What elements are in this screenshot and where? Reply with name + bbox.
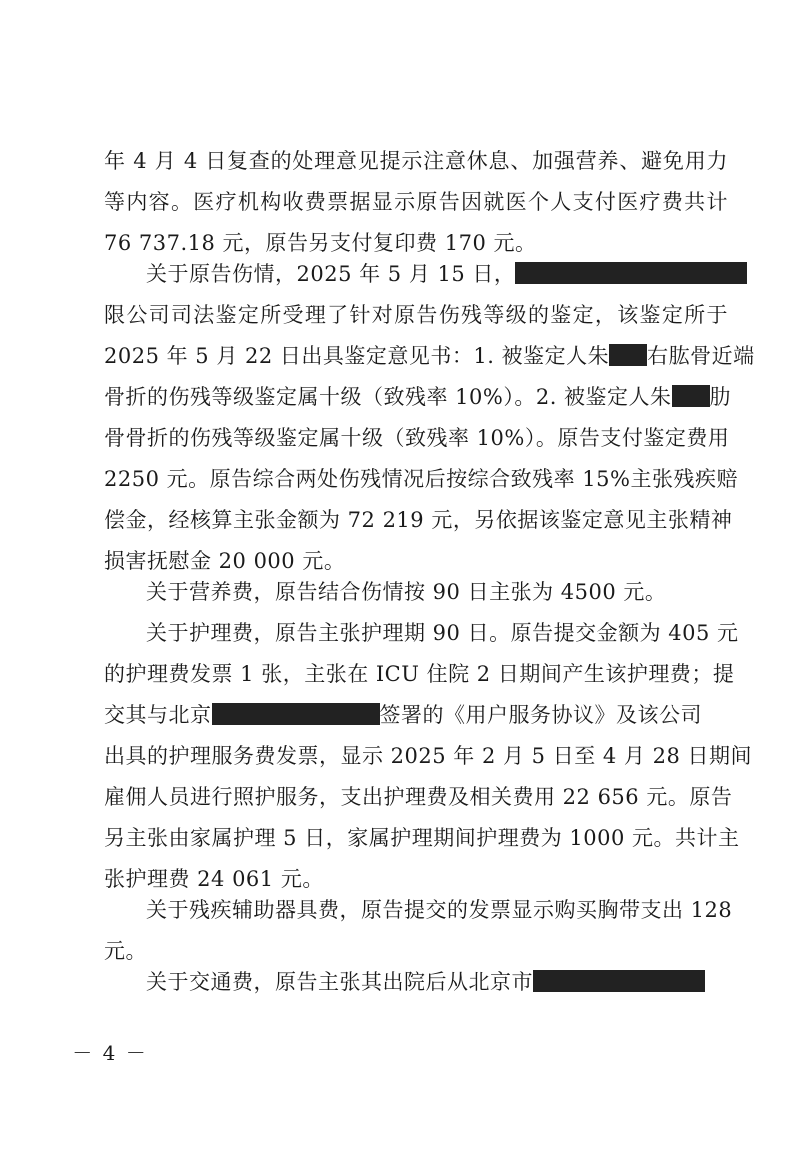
text-line: 偿金，经核算主张金额为 72 219 元，另依据该鉴定意见主张精神 <box>104 508 733 532</box>
text-line: 骨骨折的伤残等级鉴定属十级（致残率 10%）。原告支付鉴定费用 <box>104 426 730 450</box>
text-line <box>104 382 732 412</box>
text-line <box>146 259 728 289</box>
text-line: 关于护理费，原告主张护理期 90 日。原告提交金额为 405 元 <box>146 621 739 645</box>
text-line: 年 4 月 4 日复查的处理意见提示注意休息、加强营养、避免用力 <box>104 149 728 173</box>
text-line: 关于残疾辅助器具费，原告提交的发票显示购买胸带支出 128 <box>146 898 733 922</box>
redaction-block <box>212 703 380 725</box>
text-segment: 关于交通费，原告主张其出院后从北京市 <box>146 970 533 994</box>
page-number: － 4 － <box>72 1041 148 1065</box>
text-line: 元。 <box>104 939 147 963</box>
text-line: 损害抚慰金 20 000 元。 <box>104 549 346 573</box>
text-line: 的护理费发票 1 张，主张在 ICU 住院 2 日期间产生该护理费；提 <box>104 662 735 686</box>
text-segment: 肋 <box>709 385 732 409</box>
redaction-block <box>533 970 705 992</box>
text-segment: 交其与北京 <box>104 703 212 727</box>
redaction-block <box>515 262 747 284</box>
text-segment: 关于原告伤情，2025 年 5 月 15 日， <box>146 262 516 286</box>
text-line <box>146 967 728 997</box>
text-segment: 签署的《用户服务协议》及该公司 <box>379 703 702 727</box>
text-line: 雇佣人员进行照护服务，支出护理费及相关费用 22 656 元。原告 <box>104 785 733 809</box>
text-line: 另主张由家属护理 5 日，家属护理期间护理费为 1000 元。共计主 <box>104 826 740 850</box>
text-line: 76 737.18 元，原告另支付复印费 170 元。 <box>104 231 537 255</box>
redaction-block <box>609 344 647 366</box>
redaction-block <box>672 385 710 407</box>
text-line: 限公司司法鉴定所受理了针对原告伤残等级的鉴定，该鉴定所于 <box>104 303 728 327</box>
text-segment: 骨折的伤残等级鉴定属十级（致残率 10%）。2. 被鉴定人朱 <box>104 385 672 409</box>
text-line: 等内容。医疗机构收费票据显示原告因就医个人支付医疗费共计 <box>104 190 728 214</box>
text-line <box>104 700 728 730</box>
text-line <box>104 341 755 371</box>
text-segment: 右肱骨近端 <box>647 344 755 368</box>
text-line: 2250 元。原告综合两处伤残情况后按综合致残率 15%主张残疾赔 <box>104 467 738 491</box>
text-line: 关于营养费，原告结合伤情按 90 日主张为 4500 元。 <box>146 580 667 604</box>
text-line: 张护理费 24 061 元。 <box>104 867 324 891</box>
text-line: 出具的护理服务费发票，显示 2025 年 2 月 5 日至 4 月 28 日期间 <box>104 744 752 768</box>
text-segment: 2025 年 5 月 22 日出具鉴定意见书：1. 被鉴定人朱 <box>104 344 610 368</box>
